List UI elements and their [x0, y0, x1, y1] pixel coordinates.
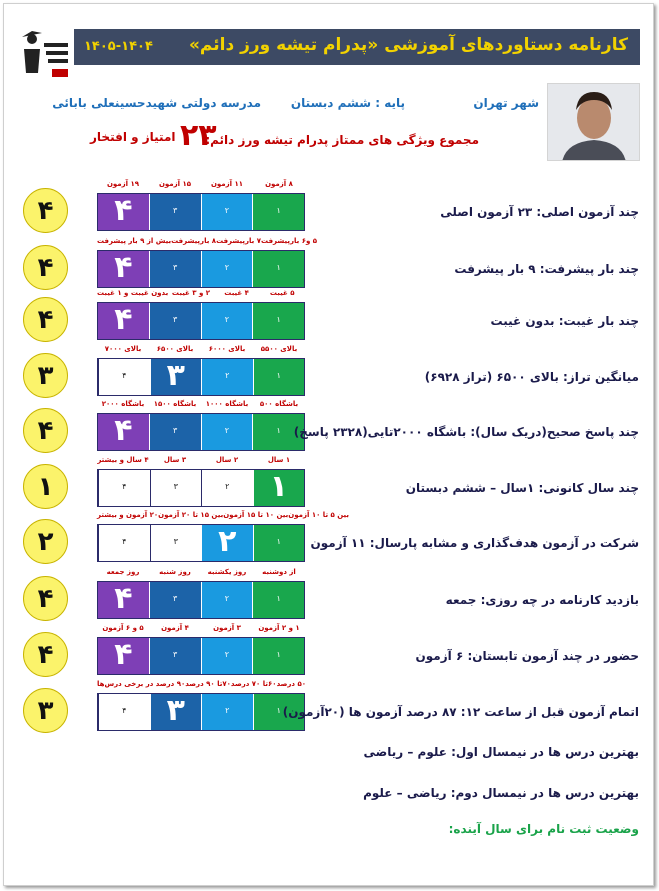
sum-value: ۲۳ — [180, 118, 217, 153]
score-circle: ۴ — [23, 245, 68, 290]
level-labels — [97, 456, 305, 468]
level-cell: ۱ — [253, 470, 305, 506]
score-circle: ۴ — [23, 297, 68, 342]
achievement-row — [0, 568, 659, 625]
level-labels — [97, 400, 305, 412]
level-cell: ۳ — [150, 470, 202, 506]
achievement-text: شرکت در آزمون هدف‌گذاری و مشابه پارسال: ۱۱ آزمون — [310, 536, 639, 550]
level-labels — [97, 511, 350, 523]
level-cell: ۳ — [149, 638, 201, 674]
level-bar — [97, 358, 305, 396]
level-label: ۲ و ۳ غیبت — [171, 289, 211, 297]
registration-status: وضعیت ثبت نام برای سال آینده: — [448, 822, 639, 836]
level-cell: ۴ — [98, 582, 149, 618]
level-cell: ۳ — [149, 303, 201, 339]
level-label: ۳ سال — [163, 456, 187, 464]
level-cell: ۱ — [252, 251, 304, 287]
level-label: ۲ سال — [215, 456, 239, 464]
level-label: بین ۱۵ تا ۲۰ آزمون — [158, 511, 224, 519]
sum-suffix: امتیاز و افتخار — [90, 130, 176, 144]
level-label: بین ۵ تا ۱۰ آزمون — [288, 511, 350, 519]
level-cell: ۴ — [98, 414, 149, 450]
level-label: روز جمعه — [106, 568, 140, 576]
level-label: ۶۰تا ۷۰ درصد — [230, 680, 277, 688]
level-label: ۷ بارپیشرفت — [216, 237, 262, 245]
level-labels — [97, 237, 318, 249]
level-cell: ۴ — [98, 251, 149, 287]
achievement-text: میانگین تراز: بالای ۶۵۰۰ (تراز ۶۹۲۸) — [424, 370, 639, 384]
level-label: باشگاه ۱۵۰۰ — [153, 400, 197, 408]
achievement-row — [0, 400, 659, 457]
level-label: ۵۰ درصد — [276, 680, 306, 688]
level-label: ۸ بارپیشرفت — [171, 237, 217, 245]
score-circle: ۴ — [23, 576, 68, 621]
level-labels — [97, 680, 305, 692]
level-cell: ۲ — [201, 582, 253, 618]
level-cell: ۱ — [253, 525, 305, 561]
level-cell: ۲ — [201, 525, 253, 561]
level-cell: ۳ — [150, 359, 202, 395]
level-label: ۱ و ۲ آزمون — [258, 624, 300, 632]
level-bar — [97, 193, 305, 231]
level-label: بالای ۶۰۰۰ — [208, 345, 246, 353]
student-city: شهر تهران — [473, 96, 539, 110]
achievement-text: اتمام آزمون قبل از ساعت ۱۲: ۸۷ درصد آزمون ها (۲۰آزمون) — [282, 705, 639, 719]
level-label: ۱۹ آزمون — [106, 180, 140, 188]
score-circle: ۳ — [23, 353, 68, 398]
student-photo — [547, 83, 640, 161]
score-circle: ۴ — [23, 188, 68, 233]
achievement-text: چند سال کانونی: ۱سال – ششم دبستان — [405, 481, 639, 495]
score-circle: ۱ — [23, 464, 68, 509]
level-cell: ۳ — [149, 414, 201, 450]
level-cell: ۱ — [252, 194, 304, 230]
level-cell: ۲ — [201, 638, 253, 674]
student-school: مدرسه دولتی شهیدحسینعلی بابائی — [52, 96, 261, 110]
achievement-text: چند پاسخ صحیح(دریک سال): باشگاه ۲۰۰۰تایی(۲۳۲۸ پاسخ) — [293, 425, 639, 439]
achievement-row — [0, 345, 659, 402]
level-labels — [97, 624, 305, 636]
achievement-text: چند آزمون اصلی: ۲۳ آزمون اصلی — [440, 205, 639, 219]
level-cell: ۲ — [201, 251, 253, 287]
level-cell: ۲ — [201, 414, 253, 450]
level-label: ۹۰ درصد در برخی درس‌ها — [97, 680, 186, 688]
level-bar — [97, 637, 305, 675]
achievement-text: چند بار پیشرفت: ۹ بار پیشرفت — [454, 262, 639, 276]
sum-label: مجموع ویژگی های ممتاز پدرام تیشه ورز دائم: — [205, 133, 479, 147]
achievement-row — [0, 180, 659, 237]
level-cell: ۲ — [201, 694, 253, 730]
score-circle: ۴ — [23, 632, 68, 677]
level-cell: ۴ — [98, 470, 150, 506]
score-circle: ۴ — [23, 408, 68, 453]
achievement-row — [0, 680, 659, 737]
level-bar — [97, 250, 305, 288]
achievement-row — [0, 237, 659, 294]
level-label: بالای ۵۵۰۰ — [260, 345, 298, 353]
level-labels — [97, 180, 305, 192]
level-label: بدون غیبت و ۱ غیبت — [97, 289, 169, 297]
level-label: ۷۰تا ۹۰ درصد — [185, 680, 231, 688]
level-label: بیش از ۹ بار پیشرفت — [97, 237, 172, 245]
level-label: ۴ سال و بیشتر — [97, 456, 149, 464]
level-label: ۱ سال — [267, 456, 291, 464]
level-label: روز یکشنبه — [207, 568, 247, 576]
achievement-row — [0, 511, 659, 568]
level-bar — [97, 581, 305, 619]
level-cell: ۲ — [201, 359, 253, 395]
level-cell: ۱ — [253, 694, 305, 730]
level-label: باشگاه ۲۰۰۰ — [101, 400, 145, 408]
level-label: بین ۱۰ تا ۱۵ آزمون — [223, 511, 289, 519]
best-subjects-second: بهترین درس ها در نیمسال دوم: ریاضی – علوم — [363, 786, 639, 800]
level-label: ۴ آزمون — [161, 624, 189, 632]
level-bar — [97, 469, 305, 507]
level-cell: ۳ — [149, 251, 201, 287]
achievement-text: حضور در چند آزمون تابستان: ۶ آزمون — [415, 649, 639, 663]
level-label: بالای ۶۵۰۰ — [156, 345, 194, 353]
achievement-text: بازدید کارنامه در چه روزی: جمعه — [445, 593, 639, 607]
level-cell: ۳ — [150, 694, 202, 730]
level-bar — [97, 413, 305, 451]
level-labels — [97, 568, 305, 580]
level-label: ۸ آزمون — [265, 180, 293, 188]
level-label: ۲۰ آزمون و بیشتر — [97, 511, 159, 519]
score-circle: ۲ — [23, 519, 68, 564]
kanoon-logo — [18, 29, 70, 83]
level-bar — [97, 302, 305, 340]
level-cell: ۴ — [98, 194, 149, 230]
title-bar — [74, 29, 640, 65]
student-grade: پایه : ششم دبستان — [290, 96, 405, 110]
level-cell: ۳ — [149, 194, 201, 230]
level-cell: ۱ — [253, 359, 305, 395]
level-labels — [97, 289, 305, 301]
level-bar — [97, 524, 305, 562]
level-cell: ۴ — [98, 303, 149, 339]
level-label: باشگاه ۱۰۰۰ — [205, 400, 249, 408]
level-label: ۵ غیبت — [269, 289, 295, 297]
achievement-row — [0, 624, 659, 681]
level-cell: ۲ — [201, 303, 253, 339]
level-cell: ۳ — [149, 582, 201, 618]
level-label: باشگاه ۵۰۰ — [259, 400, 299, 408]
achievement-row — [0, 456, 659, 513]
level-label: ۳ آزمون — [213, 624, 241, 632]
level-label: ۱۵ آزمون — [158, 180, 192, 188]
level-label: از دوشنبه — [262, 568, 296, 576]
page-title: کارنامه دستاوردهای آموزشی «پدرام تیشه ورز دائم» — [188, 35, 628, 55]
academic-year: ۱۴۰۵-۱۴۰۴ — [84, 39, 153, 54]
achievement-text: چند بار غیبت: بدون غیبت — [490, 314, 639, 328]
level-cell: ۴ — [98, 638, 149, 674]
level-cell: ۴ — [98, 694, 150, 730]
level-cell: ۴ — [98, 525, 150, 561]
level-cell: ۱ — [252, 303, 304, 339]
level-cell: ۱ — [252, 414, 304, 450]
achievement-row — [0, 289, 659, 346]
level-label: ۴ غیبت — [224, 289, 249, 297]
level-labels — [97, 345, 305, 357]
level-bar — [97, 693, 305, 731]
level-cell: ۱ — [252, 582, 304, 618]
score-circle: ۳ — [23, 688, 68, 733]
level-cell: ۱ — [252, 638, 304, 674]
best-subjects-first: بهترین درس ها در نیمسال اول: علوم – ریاضی — [363, 745, 639, 759]
level-cell: ۴ — [98, 359, 150, 395]
level-label: روز شنبه — [159, 568, 191, 576]
level-label: بالای ۷۰۰۰ — [104, 345, 142, 353]
level-label: ۱۱ آزمون — [210, 180, 244, 188]
level-cell: ۲ — [201, 194, 253, 230]
level-label: ۵ و ۶ آزمون — [102, 624, 144, 632]
level-cell: ۲ — [201, 470, 253, 506]
level-cell: ۳ — [150, 525, 202, 561]
level-label: ۵ و۶ بارپیشرفت — [261, 237, 318, 245]
